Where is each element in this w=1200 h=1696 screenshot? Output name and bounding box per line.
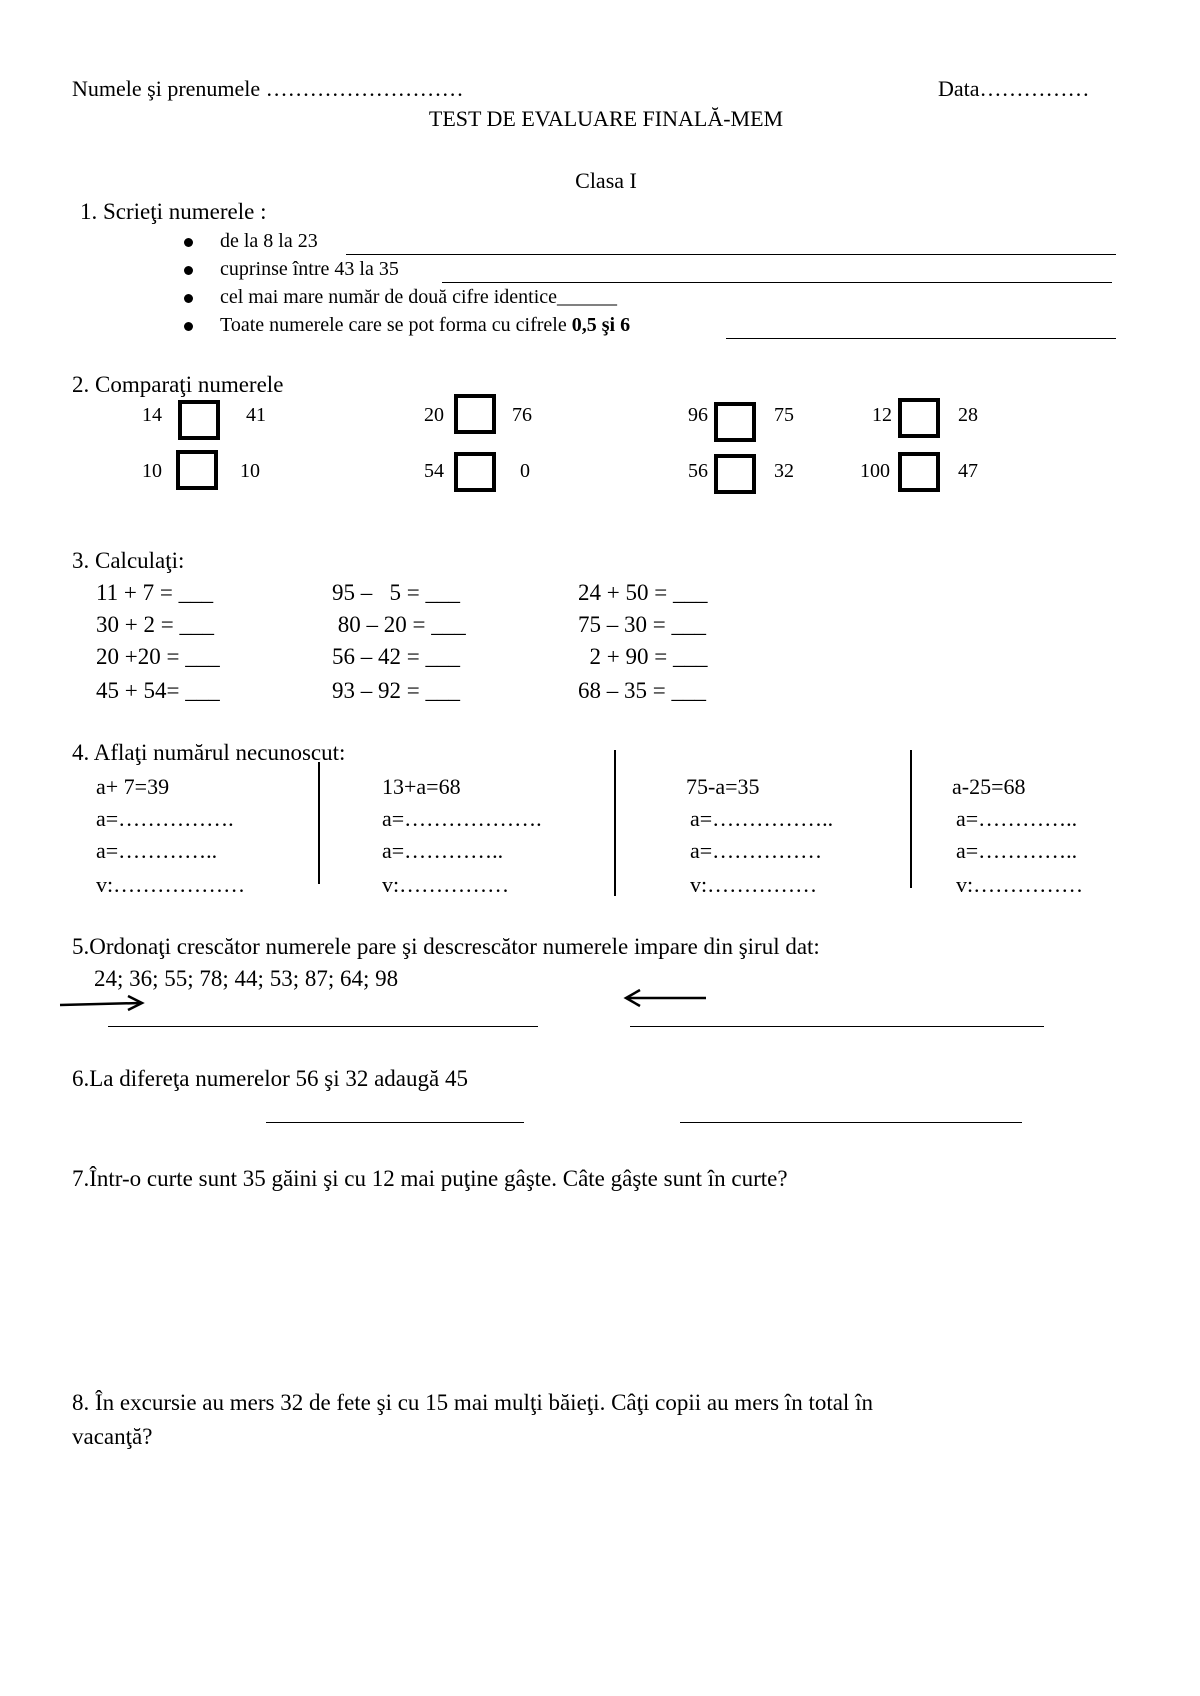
check-line[interactable]: v:…………… [956,872,1084,897]
q1-item: cel mai mare număr de două cifre identice______ [220,286,618,308]
date-label: Data…………… [938,76,1090,101]
compare-box[interactable] [898,452,940,492]
arrow-left-icon [620,986,710,1010]
compare-box[interactable] [898,398,940,438]
equation: a-25=68 [952,774,1026,799]
bullet-icon [184,266,193,275]
answer-line-ascending[interactable] [108,1026,538,1027]
answer-line[interactable] [680,1122,1022,1123]
check-line[interactable]: v:……………… [96,872,246,897]
q8-title-line1: 8. În excursie au mers 32 de fete şi cu 15 mai mulţi băieţi. Câţi copii au mers în total în [72,1390,873,1415]
q7-answer-area[interactable] [72,1200,1132,1360]
compare-left: 10 [142,460,162,482]
calc-item: 80 – 20 = ___ [332,612,466,637]
calc-item: 68 – 35 = ___ [578,678,706,703]
calc-item: 95 – 5 = ___ [332,580,460,605]
compare-box[interactable] [714,402,756,442]
equation: 13+a=68 [382,774,461,799]
q4-title: 4. Aflaţi numărul necunoscut: [72,740,346,765]
compare-right: 32 [774,460,794,482]
calc-item: 24 + 50 = ___ [578,580,708,605]
q1-item: cuprinse între 43 la 35 [220,258,399,280]
compare-left: 56 [688,460,708,482]
q6-title: 6.La difereţa numerelor 56 şi 32 adaugă 45 [72,1066,468,1091]
compare-left: 54 [424,460,444,482]
compare-left: 12 [872,404,892,426]
calc-item: 93 – 92 = ___ [332,678,460,703]
compare-right: 41 [246,404,266,426]
answer-line[interactable] [442,282,1112,283]
number-sequence: 24; 36; 55; 78; 44; 53; 87; 64; 98 [94,966,399,991]
column-divider [318,762,320,884]
q7-title: 7.Într-o curte sunt 35 găini şi cu 12 mai puţine gâşte. Câte gâşte sunt în curte? [72,1166,788,1191]
compare-right: 76 [512,404,532,426]
compare-right: 47 [958,460,978,482]
calc-item: 56 – 42 = ___ [332,644,460,669]
compare-right: 28 [958,404,978,426]
work-line[interactable]: a=………….. [956,806,1078,831]
work-line[interactable]: a=……………. [96,806,234,831]
bullet-icon [184,322,193,331]
calc-item: 45 + 54= ___ [96,678,220,703]
work-line[interactable]: a=………….. [956,838,1078,863]
bullet-icon [184,294,193,303]
compare-box[interactable] [176,450,218,490]
compare-box[interactable] [178,400,220,440]
q2-title: 2. Comparaţi numerele [72,372,284,397]
calc-item: 75 – 30 = ___ [578,612,706,637]
compare-box[interactable] [454,452,496,492]
compare-left: 14 [142,404,162,426]
equation: a+ 7=39 [96,774,170,799]
test-title: TEST DE EVALUARE FINALĂ-MEM [428,106,784,131]
student-name-label: Numele şi prenumele ……………………… [72,76,464,101]
q1-item: de la 8 la 23 [220,230,318,252]
check-line[interactable]: v:…………… [382,872,510,897]
q8-title-line2: vacanţă? [72,1424,153,1449]
equation: 75-a=35 [686,774,760,799]
q1-item [220,314,630,337]
compare-left: 100 [860,460,890,482]
q1-digits: 0,5 şi 6 [571,314,631,336]
q1-item-text: Toate numerele care se pot forma cu cifrele [220,314,567,336]
calc-item: 20 +20 = ___ [96,644,220,669]
compare-box[interactable] [714,454,756,494]
calc-item: 2 + 90 = ___ [578,644,708,669]
check-line[interactable]: v:…………… [690,872,818,897]
compare-left: 20 [424,404,444,426]
q8-answer-area[interactable] [72,1460,1132,1660]
q1-title: 1. Scrieţi numerele : [80,199,267,224]
arrow-right-icon [58,992,148,1016]
compare-box[interactable] [454,394,496,434]
work-line[interactable]: a=………….. [96,838,218,863]
answer-line[interactable] [266,1122,524,1123]
answer-line-descending[interactable] [630,1026,1044,1027]
q5-title: 5.Ordonaţi crescător numerele pare şi descrescător numerele impare din şirul dat: [72,934,820,959]
column-divider [614,750,616,896]
work-line[interactable]: a=…………….. [690,806,834,831]
class-label: Clasa I [575,168,637,193]
bullet-icon [184,238,193,247]
calc-item: 30 + 2 = ___ [96,612,214,637]
compare-right: 10 [240,460,260,482]
calc-item: 11 + 7 = ___ [96,580,214,605]
answer-line[interactable] [726,338,1116,339]
answer-line[interactable] [346,254,1116,255]
work-line[interactable]: a=………………. [382,806,542,831]
compare-right: 75 [774,404,794,426]
work-line[interactable]: a=………….. [382,838,504,863]
q3-title: 3. Calculaţi: [72,548,185,573]
compare-right: 0 [520,460,530,482]
compare-left: 96 [688,404,708,426]
work-line[interactable]: a=…………… [690,838,823,863]
column-divider [910,750,912,888]
